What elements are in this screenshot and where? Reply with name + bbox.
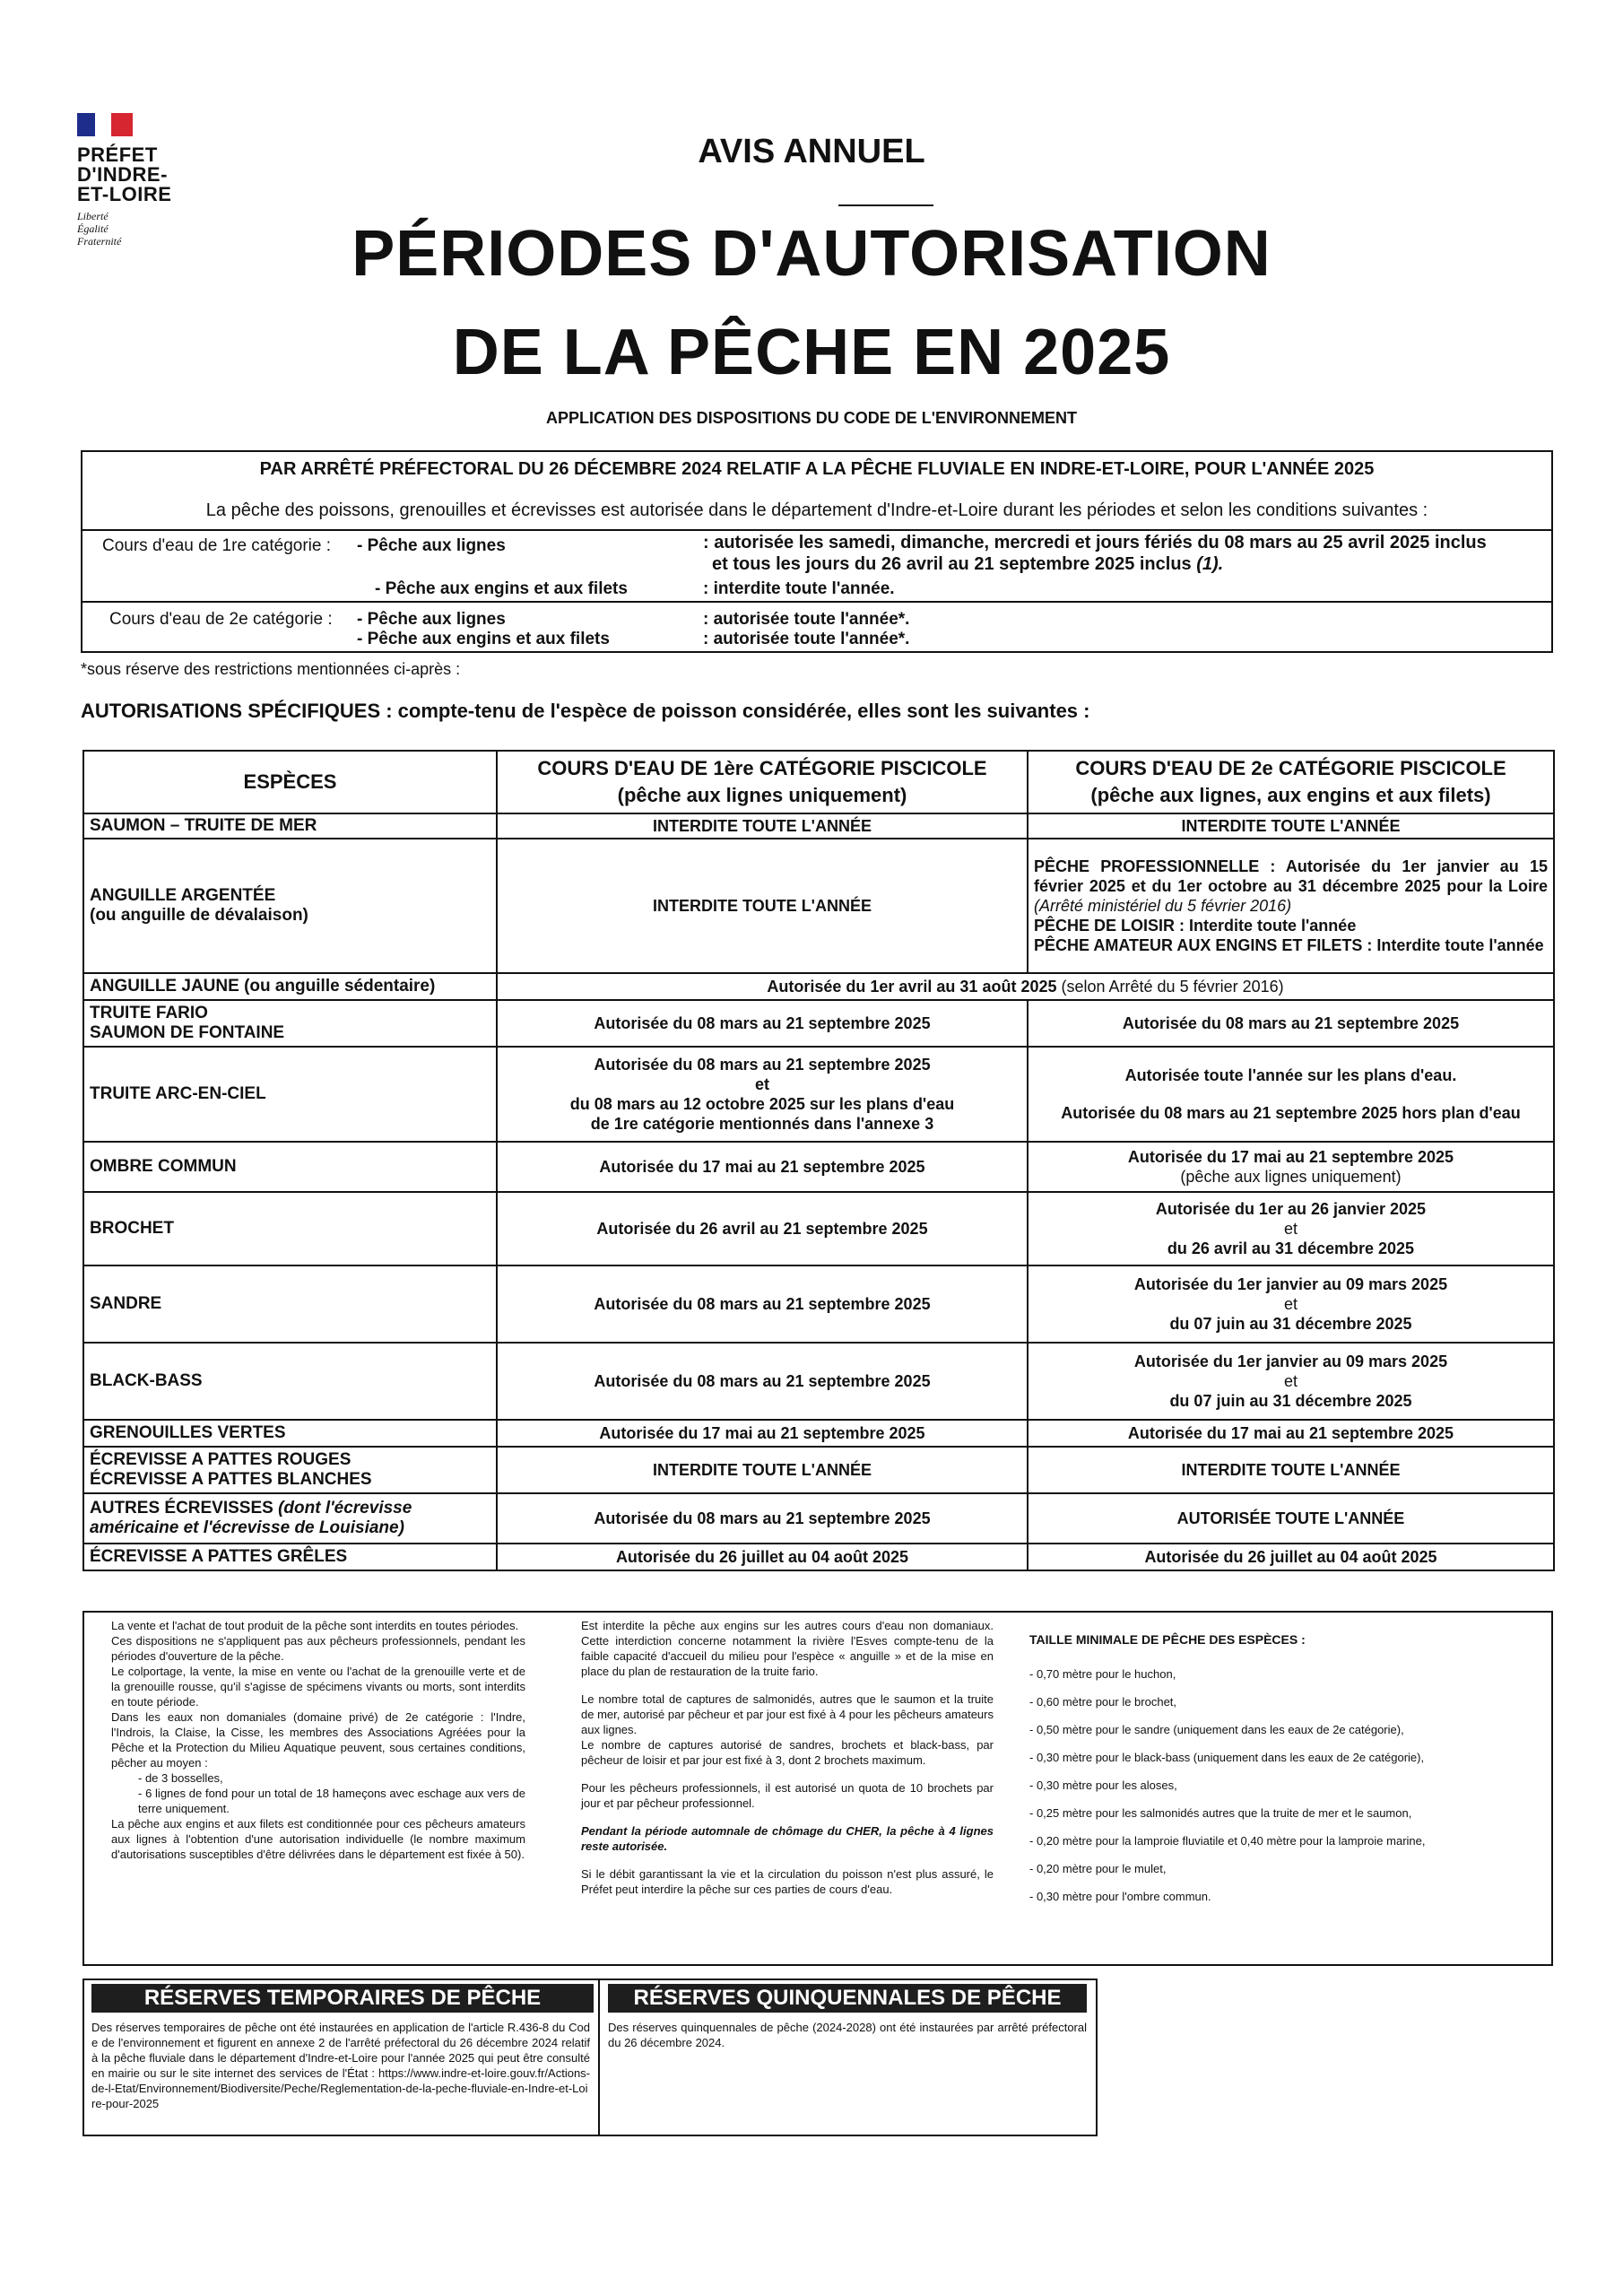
arrete-title: PAR ARRÊTÉ PRÉFECTORAL DU 26 DÉCEMBRE 2024 RELATIF A LA PÊCHE FLUVIALE EN INDRE-ET-LOIRE, POUR L'ANNÉE 2025 [259,459,1375,479]
list-item: - 0,25 mètre pour les salmonidés autres que la truite de mer et le saumon, [1029,1806,1412,1820]
species-cell: SANDRE [83,1265,497,1343]
reserves-quinquennales-text: Des réserves quinquennales de pêche (2024-2028) ont été instaurées par arrêté préfectoral du 26 décembre 2024. [608,2021,1087,2049]
species-cell: SAUMON – TRUITE DE MER [83,813,497,839]
col-header-cat2 [1028,751,1554,813]
table-row [83,1493,1554,1544]
cat2-cell: INTERDITE TOUTE L'ANNÉE [1028,813,1554,839]
cat1-lignes-value-2: et tous les jours du 26 avril au 21 septembre 2025 inclus [712,554,1192,574]
col-header-cat2-line1: COURS D'EAU DE 2e CATÉGORIE PISCICOLE [1075,757,1506,779]
cat1-label: Cours d'eau de 1re catégorie : [102,536,332,555]
species-name: ÉCREVISSE A PATTES ROUGES [90,1450,352,1469]
cat2-cell: INTERDITE TOUTE L'ANNÉE [1028,1447,1554,1493]
note-paragraph: Pour les pêcheurs professionnels, il est autorisé un quota de 10 brochets par jour et par pêcheur professionnel. [581,1781,994,1810]
cat2-line: Autorisée du 17 mai au 21 septembre 2025 [1127,1148,1454,1166]
table-header-row [83,751,1554,813]
list-item: - 0,50 mètre pour le sandre (uniquement dans les eaux de 2e catégorie), [1029,1723,1404,1736]
cat2-line: et [1283,1295,1298,1313]
reserves-divider [598,1979,600,2136]
note-paragraph: Est interdite la pêche aux engins sur les autres cours d'eau non domaniaux. Cette interdiction concerne notamment la rivière l'Esves compte-tenu de la faible capacité d'accueil du milieu pour l'espèce « anguille » et de la mise en place du plan de restauration de la truite fario. [581,1619,994,1678]
cat2-cell [1028,1047,1554,1142]
note-paragraph: - 6 lignes de fond pour un total de 18 hameçons avec eschage aux vers de terre uniquement. [138,1787,525,1815]
species-table [82,750,1555,1571]
cat1-cell: Autorisée du 08 mars au 21 septembre 2025 [497,1000,1028,1047]
arrete-intro: La pêche des poissons, grenouilles et écrevisses est autorisée dans le département d'Indre-et-Loire durant les périodes et selon les conditions suivantes : [205,500,1428,520]
cat1-cell: INTERDITE TOUTE L'ANNÉE [497,839,1028,973]
note-paragraph: Dans les eaux non domaniales (domaine privé) de 2e catégorie : l'Indre, l'Indrois, la Claise, la Cisse, les membres des Associations Agréées pour la Pêche et la Protection du Milieu Aquatique peuvent, sous certaines conditions, pêcher au moyen : [111,1710,525,1770]
cat2-label: Cours d'eau de 2e catégorie : [109,610,333,629]
list-item: - 0,30 mètre pour le black-bass (uniquement dans les eaux de 2e catégorie), [1029,1751,1425,1764]
avis-annuel: AVIS ANNUEL [698,133,925,170]
species-name: ÉCREVISSE A PATTES BLANCHES [90,1470,372,1489]
cat2-line: et [1283,1372,1298,1390]
cat1-line: et [754,1075,769,1093]
table-row [83,1343,1554,1420]
arrete-divider [81,529,1553,531]
reserves-quinquennales-title: RÉSERVES QUINQUENNALES DE PÊCHE [608,1984,1087,2013]
table-row [83,1142,1554,1192]
cat-divider [81,601,1553,603]
cat1-cell: Autorisée du 17 mai au 21 septembre 2025 [497,1142,1028,1192]
cat1-cell: Autorisée du 26 avril au 21 septembre 2025 [497,1192,1028,1265]
note-paragraph: Ces dispositions ne s'appliquent pas aux pêcheurs professionnels, pendant les périodes d'ouverture de la pêche. [111,1634,525,1663]
prefet-name: PRÉFET D'INDRE- ET-LOIRE [77,144,172,205]
cat1-cell: Autorisée du 08 mars au 21 septembre 2025 [497,1493,1028,1544]
cat1-cell: Autorisée du 08 mars au 21 septembre 2025 [497,1343,1028,1420]
cat2-line: Autorisée du 1er janvier au 09 mars 2025 [1133,1352,1448,1370]
cat2-cell: Autorisée du 26 juillet au 04 août 2025 [1028,1544,1554,1570]
cat2-cell: Autorisée du 17 mai au 21 septembre 2025 [1028,1420,1554,1447]
table-row [83,839,1554,973]
note-paragraph: Pendant la période automnale de chômage du CHER, la pêche à 4 lignes reste autorisée. [581,1824,994,1853]
cat1-cell [497,1047,1028,1142]
page-subtitle: APPLICATION DES DISPOSITIONS DU CODE DE L'ENVIRONNEMENT [546,409,1077,427]
col-header-species: ESPÈCES [83,751,497,813]
cat2-line: Autorisée du 1er au 26 janvier 2025 [1155,1200,1427,1218]
cat2-line: Autorisée du 1er janvier au 09 mars 2025 [1133,1275,1448,1293]
both-cat-cell [497,973,1554,1000]
cat2-cell [1028,839,1554,973]
species-cell: BROCHET [83,1192,497,1265]
table-row [83,1047,1554,1142]
taille-minimale-list [1029,1666,1532,1904]
species-cell [83,1493,497,1544]
table-row [83,1420,1554,1447]
cat2-cell: AUTORISÉE TOUTE L'ANNÉE [1028,1493,1554,1544]
col-header-cat2-line2: (pêche aux lignes, aux engins et aux filets) [1090,784,1491,806]
page-title-line1: PÉRIODES D'AUTORISATION [352,218,1271,290]
reserves-temporaires-title: RÉSERVES TEMPORAIRES DE PÊCHE [91,1984,594,2013]
cat1-line: de 1re catégorie mentionnés dans l'annexe 3 [590,1115,934,1133]
table-row [83,813,1554,839]
table-row [83,1544,1554,1570]
cat2-line: du 07 juin au 31 décembre 2025 [1169,1392,1412,1410]
cat1-engins-value: : interdite toute l'année. [703,579,895,598]
reserves-temporaires-text: Des réserves temporaires de pêche ont été instaurées en application de l'article R.436-8 du Code de l'environnement et figurent en annexe 2 de l'arrêté préfectoral du 26 décembre 2024 relatif à la pêche fluviale dans le département d'Indre-et-Loire pour l'année 2025 qui peut être consulté en mairie ou sur le site internet des services de l'État : https://www.indre-et-loire.gouv.fr/Actions-de-l-Etat/Environnement/Biodiversite/Peche/Reglementation-de-la-peche-fluviale-en-Indre-et-Loire-pour-2025 [91,2021,590,2110]
notes-column-1 [111,1618,525,1862]
cat1-lignes: - Pêche aux lignes [357,536,506,555]
list-item: - 0,30 mètre pour les aloses, [1029,1779,1177,1792]
species-cell [83,839,497,973]
republic-motto: Liberté Égalité Fraternité [77,210,122,248]
col-header-cat1-line2: (pêche aux lignes uniquement) [617,784,907,806]
note-paragraph: - de 3 bosselles, [138,1771,223,1785]
cat2-cell [1028,1265,1554,1343]
note-paragraph: Le colportage, la vente, la mise en vente ou l'achat de la grenouille verte et de la grenouille rousse, qu'il s'agisse de spécimens vivants ou morts, sont interdits en toute période. [111,1665,525,1709]
cat1-lignes-value-1: : autorisée les samedi, dimanche, mercredi et jours fériés du 08 mars au 25 avril 2025 inclus [703,533,1487,552]
cat1-cell: Autorisée du 26 juillet au 04 août 2025 [497,1544,1028,1570]
species-name: AUTRES ÉCREVISSES [90,1499,273,1518]
col-header-cat1 [497,751,1028,813]
list-item: - 0,20 mètre pour la lamproie fluviatile et 0,40 mètre pour la lamproie marine, [1029,1834,1426,1848]
list-item: - 0,60 mètre pour le brochet, [1029,1695,1177,1709]
note-paragraph: La pêche aux engins et aux filets est conditionnée pour ces pêcheurs amateurs aux lignes à l'obtention d'une autorisation individuelle (le nombre maximum d'autorisations susceptibles d'être délivrées dans le département est fixée à 50). [111,1817,525,1861]
species-cell: ÉCREVISSE A PATTES GRÊLES [83,1544,497,1570]
cat2-amateur: PÊCHE AMATEUR AUX ENGINS ET FILETS : Interdite toute l'année [1034,936,1544,954]
species-cell: OMBRE COMMUN [83,1142,497,1192]
table-row [83,1265,1554,1343]
cat2-loisir: PÊCHE DE LOISIR : Interdite toute l'année [1034,917,1357,935]
table-row [83,1192,1554,1265]
reserve-note: *sous réserve des restrictions mentionnées ci-après : [81,660,461,678]
taille-minimale-title: TAILLE MINIMALE DE PÊCHE DES ESPÈCES : [1029,1632,1306,1647]
cat1-cell: Autorisée du 08 mars au 21 septembre 2025 [497,1265,1028,1343]
cat2-line: (pêche aux lignes uniquement) [1180,1168,1402,1186]
species-note: (dont l'écrevisse américaine et l'écrevisse de Louisiane) [90,1499,412,1537]
cat2-pro: PÊCHE PROFESSIONNELLE : Autorisée du 1er janvier au 15 février 2025 et du 1er octobre au 31 décembre 2025 pour la Loire [1034,857,1548,895]
cat1-cell: INTERDITE TOUTE L'ANNÉE [497,813,1028,839]
cat2-line: Autorisée toute l'année sur les plans d'eau. [1124,1066,1457,1084]
page-title-line2: DE LA PÊCHE EN 2025 [452,317,1171,388]
species-name: TRUITE FARIO [90,1004,208,1022]
both-cat-value: Autorisée du 1er avril au 31 août 2025 [767,978,1057,996]
cat2-cell [1028,1192,1554,1265]
note-paragraph: La vente et l'achat de tout produit de la pêche sont interdits en toutes périodes. [111,1619,519,1632]
cat1-cell: Autorisée du 17 mai au 21 septembre 2025 [497,1420,1028,1447]
notes-column-2 [581,1618,994,1909]
cat1-engins: - Pêche aux engins et aux filets [375,579,628,598]
cat1-line: du 08 mars au 12 octobre 2025 sur les plans d'eau [569,1095,955,1113]
table-row [83,1447,1554,1493]
cat2-engins: - Pêche aux engins et aux filets [357,630,610,648]
species-name: SAUMON DE FONTAINE [90,1023,285,1042]
cat1-lignes-value-ref: (1). [1196,554,1224,574]
cat2-lignes: - Pêche aux lignes [357,610,506,629]
cat2-line: du 07 juin au 31 décembre 2025 [1169,1315,1412,1333]
cat2-engins-value: : autorisée toute l'année*. [703,630,910,648]
cat1-cell: INTERDITE TOUTE L'ANNÉE [497,1447,1028,1493]
species-cell: BLACK-BASS [83,1343,497,1420]
taille-minimale [1029,1618,1532,1917]
table-row [83,973,1554,1000]
note-paragraph: Si le débit garantissant la vie et la circulation du poisson n'est plus assuré, le Préfet peut interdire la pêche sur ces parties de cours d'eau. [581,1867,994,1896]
note-paragraph: Le nombre de captures autorisé de sandres, brochets et black-bass, par pêcheur de loisir et par jour est fixé à 3, dont 2 brochets maximum. [581,1738,994,1767]
list-item: - 0,30 mètre pour l'ombre commun. [1029,1890,1211,1903]
note-paragraph: Le nombre total de captures de salmonidés, autres que le saumon et la truite de mer, autorisé par pêcheur et par jour est fixé à 4 pour les pêcheurs amateurs aux lignes. [581,1692,994,1736]
title-divider [838,204,933,206]
list-item: - 0,70 mètre pour le huchon, [1029,1667,1176,1681]
cat2-cell [1028,1142,1554,1192]
cat2-line: Autorisée du 08 mars au 21 septembre 2025 hors plan d'eau [1061,1104,1521,1122]
cat2-lignes-value: : autorisée toute l'année*. [703,610,910,629]
cat2-line: et [1283,1220,1298,1238]
table-row [83,1000,1554,1047]
species-subname: (ou anguille de dévalaison) [90,906,308,925]
cat2-cell: Autorisée du 08 mars au 21 septembre 2025 [1028,1000,1554,1047]
species-cell [83,1000,497,1047]
cat2-cell [1028,1343,1554,1420]
species-cell: GRENOUILLES VERTES [83,1420,497,1447]
species-cell [83,1447,497,1493]
cat2-pro-ref: (Arrêté ministériel du 5 février 2016) [1034,897,1292,915]
list-item: - 0,20 mètre pour le mulet, [1029,1862,1167,1875]
cat1-line: Autorisée du 08 mars au 21 septembre 2025 [594,1056,931,1074]
autorisations-title: AUTORISATIONS SPÉCIFIQUES : compte-tenu de l'espèce de poisson considérée, elles sont les suivantes : [81,700,1090,722]
species-name: ANGUILLE ARGENTÉE [90,886,276,905]
both-cat-ref: (selon Arrêté du 5 février 2016) [1061,978,1284,996]
col-header-cat1-line1: COURS D'EAU DE 1ère CATÉGORIE PISCICOLE [537,757,987,779]
cat2-line: du 26 avril au 31 décembre 2025 [1167,1239,1415,1257]
species-cell: ANGUILLE JAUNE (ou anguille sédentaire) [83,973,497,1000]
species-cell: TRUITE ARC-EN-CIEL [83,1047,497,1142]
